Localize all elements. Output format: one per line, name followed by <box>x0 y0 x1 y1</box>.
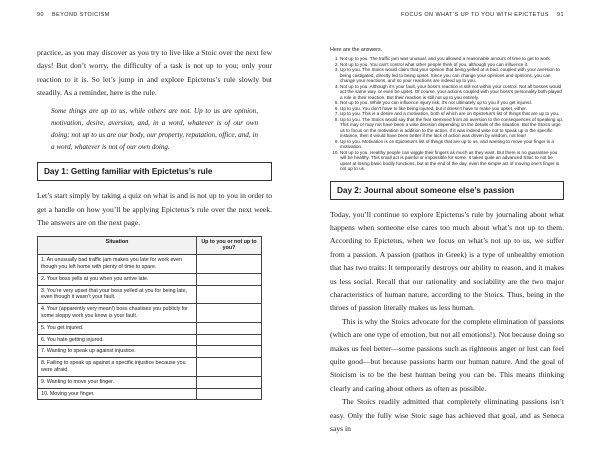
situation-cell: 2. Your boss yells at you when you arrive late. <box>38 273 197 285</box>
left-running-title: BEYOND STOICISM <box>52 12 110 18</box>
answer-cell[interactable] <box>197 273 262 285</box>
left-running-head <box>37 12 110 18</box>
left-paragraph-1: practice, as you may discover as you try to live like a Stoic over the next few days! But don’t worry, the difficulty of a task is not up to you; only your reaction to it is. So let’s jump in and explore Epictetus’s rule slowly but steadily. As a reminder, here is the rule. <box>37 48 272 98</box>
answer-item: 6. Up to you. You don’t have to like being injured, but it doesn’t have to make you upset, either. <box>340 106 564 112</box>
answer-cell[interactable] <box>197 334 262 346</box>
day2-heading: Day 2: Journal about someone else’s passion <box>337 185 515 195</box>
table-row <box>38 273 262 285</box>
epictetus-quote: Some things are up to us, while others are not. Up to us are opinion, motivation, desire, aversion, and, in a word, whatever is of our own doing; not up to us are our body, our property, reputation, office, and, in a word, whatever is not of our own doing. <box>51 106 258 152</box>
situation-cell: 1. An unusually bad traffic jam makes you late for work even though you left home with plenty of time to spare. <box>38 255 197 274</box>
table-row <box>38 255 262 274</box>
table-row <box>38 376 262 388</box>
right-paragraph-1: Today, you’ll continue to explore Epictetus’s rule by journaling about what happens when someone else cares too much about what’s not up to them. According to Epictetus, when we focus on what’s not up to us, we suffer from a passion. A passion (pathos in Greek) is a type of unhealthy emotion that has two traits: It temporarily destroys our ability to reason, and it makes us less social. Recall that our rationality and sociability are the two major characteristics of human nature, according to the Stoics. Thus, being in the throes of passion literally makes us less human. <box>330 209 564 313</box>
answer-item: 5. Not up to you. While you can influence injury risk, it’s not ultimately up to you if you get injured. <box>340 100 564 106</box>
table-row <box>38 346 262 358</box>
answer-item: 8. Up to you. The Stoics would say that the fear stemmed from an aversion to the consequences of speaking up. This may or may not have been a wise decision depending on the details of the situation. But the Stoics urge us to focus on the motivation in addition to the action. If it was indeed wise not to speak up in the specific instance, then it would have been better if the lack of action was driven by wisdom, not fear! <box>340 117 564 139</box>
answer-cell[interactable] <box>197 388 262 400</box>
answers-intro: Here are the answers. <box>330 47 383 53</box>
answer-item: 10. Not up to you. Healthy people can wiggle their fingers as much as they want. But there is no guarantee you will be healthy. This small act is painful or impossible for some. It takes quite an advanced Stoic to not be upset at losing basic bodily functions, but at the end of the day, even the simple act of moving one’s finger is not up to us. <box>340 150 564 172</box>
right-running-head <box>401 12 564 18</box>
answer-item: 9. Up to you. Motivation is on Epictetus’s list of things that are up to us, and wanting to move your finger is a motivation. <box>340 139 564 150</box>
answer-item: 2. Not up to you. You can’t control what other people think of you, although you can influence it. <box>340 62 564 68</box>
answer-cell[interactable] <box>197 346 262 358</box>
left-paragraph-2: Let’s start simply by taking a quiz on what is and is not up to you in order to get a handle on how you’ll be applying Epictetus’s rule over the next week. The answers are on the next page. <box>37 191 272 228</box>
situation-cell: 4. Your (apparently very mean!) boss chastises you publicly for some sloppy work you know is your fault. <box>38 304 197 323</box>
situation-cell: 8. Failing to speak up against a specific injustice because you were afraid. <box>38 358 197 377</box>
day1-heading: Day 1: Getting familiar with Epictetus’s rule <box>44 167 213 177</box>
right-running-title: FOCUS ON WHAT’S UP TO YOU WITH EPICTETUS <box>401 12 549 18</box>
answers-list <box>330 56 564 172</box>
situation-cell: 6. You hate getting injured. <box>38 334 197 346</box>
table-row <box>38 304 262 323</box>
table-row <box>38 388 262 400</box>
answer-item: 7. Up to you. This is a desire and a motivation, both of which are on Epictetus’s list of things that are up to you. <box>340 111 564 117</box>
table-header-row <box>38 236 262 255</box>
answer-cell[interactable] <box>197 285 262 304</box>
answer-cell[interactable] <box>197 304 262 323</box>
col-up-to-you-header: Up to you or not up to you? <box>197 236 262 255</box>
answer-item: 4. Not up to you. Although it’s your fault, your boss’s reaction is still not within your control. Not all bosses would act the same way, or even be upset. Of course, your actions coupled with your boss’s personality both played a role in their reaction. But their reaction is still not up to you entirely. <box>340 84 564 101</box>
right-page-number: 91 <box>557 12 564 18</box>
left-page-number: 90 <box>37 12 44 18</box>
answer-item: 3. Up to you. The Stoics would claim that your opinion that being yelled at is bad, coupled with your aversion to being castigated, directly led to being upset. Since you can change your opinions and opinions, you can change your reactions, and so your reactions are indeed up to you. <box>340 67 564 84</box>
answer-cell[interactable] <box>197 358 262 377</box>
situation-table <box>37 236 262 401</box>
right-paragraph-3: The Stoics readily admitted that completely eliminating passions isn’t easy. Only the fully wise Stoic sage has achieved that goal, and as Seneca says in <box>330 397 564 433</box>
answer-item: 1. Not up to you. The traffic jam was unusual, and you allowed a reasonable amount of time to get to work. <box>340 56 564 62</box>
answer-cell[interactable] <box>197 255 262 274</box>
situation-cell: 7. Wanting to speak up against injustice. <box>38 346 197 358</box>
situation-cell: 10. Moving your finger. <box>38 388 197 400</box>
answer-cell[interactable] <box>197 376 262 388</box>
answer-cell[interactable] <box>197 322 262 334</box>
day2-heading-box <box>330 181 564 200</box>
table-row <box>38 285 262 304</box>
right-paragraph-2: This is why the Stoics advocate for the complete elimination of passions (which are one type of emotion, but not all emotions!). Not because doing so makes us feel better—some passions such as righteous anger or lust can feel quite good—but because passions harm our human nature. And the goal of Stoicism is to be the best human being you can be. This means thinking clearly and caring about others as often as possible. <box>330 316 564 393</box>
situation-cell: 3. You’re very upset that your boss yelled at you for being late, even though it wasn’t your fault. <box>38 285 197 304</box>
right-page <box>300 0 600 450</box>
situation-cell: 5. You get injured. <box>38 322 197 334</box>
col-situation-header: Situation <box>38 236 197 255</box>
situation-cell: 9. Wanting to move your finger. <box>38 376 197 388</box>
table-row <box>38 322 262 334</box>
day1-heading-box <box>37 162 272 181</box>
table-row <box>38 358 262 377</box>
table-row <box>38 334 262 346</box>
